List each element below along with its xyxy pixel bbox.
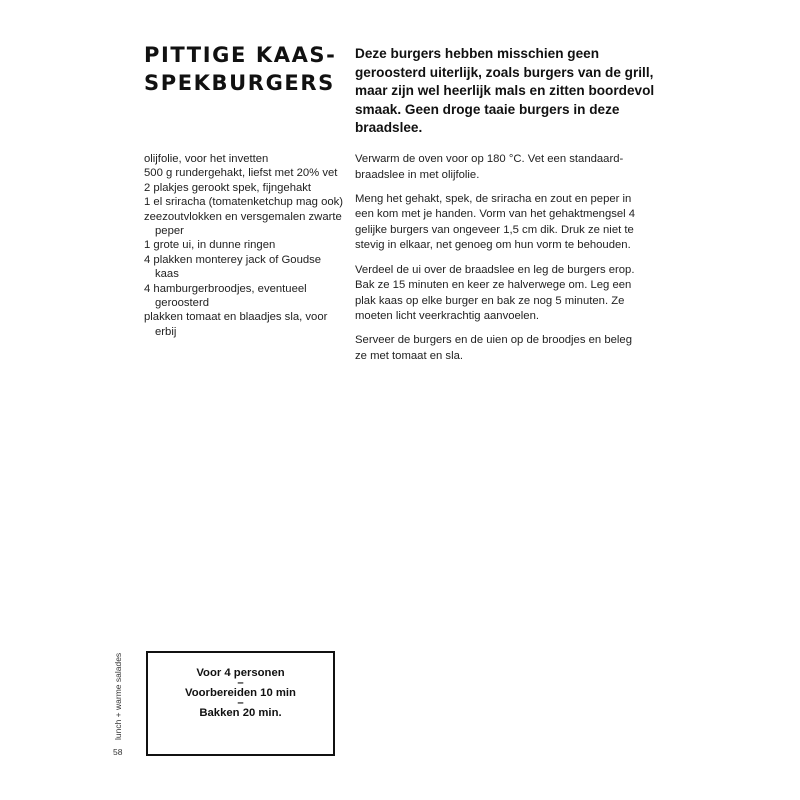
title-line-2: SPEKBURGERS: [144, 71, 335, 95]
ingredient-item: 4 plakken monterey jack of Goudse kaas: [144, 253, 322, 281]
ingredient-item: olijfolie, voor het invetten: [144, 153, 269, 165]
method-step: Verdeel de ui over de braadslee en leg de burgers erop. Bak ze 15 minuten en keer ze halverwege om. Leg een plak kaas op elke burger en bak ze nog 5 minuten. Ze moeten licht veerkrachtig aanvoelen.: [355, 263, 635, 323]
section-label: lunch + warme salades: [113, 652, 123, 740]
separator-dash: –: [237, 677, 244, 689]
servings-text: Voor 4 personen: [196, 667, 285, 679]
ingredient-item: 1 grote ui, in dunne ringen: [144, 239, 276, 252]
method-step: Serveer de burgers en de uien op de broodjes en beleg ze met tomaat en sla.: [355, 334, 632, 363]
recipe-intro: Deze burgers hebben misschien geen geroosterd uiterlijk, zoals burgers van de grill, maar zijn wel heerlijk mals en zitten boordevol smaak. Geen droge taaie burgers in deze braadslee.: [355, 46, 655, 135]
method-steps: [355, 152, 640, 373]
method-step: Verwarm de oven voor op 180 °C. Vet een standaard-braadslee in met olijfolie.: [355, 153, 624, 181]
ingredient-item: plakken tomaat en blaadjes sla, voor erbij: [144, 311, 328, 338]
ingredient-list: [144, 152, 344, 339]
ingredient-item: zeezoutvlokken en versgemalen zwarte peper: [144, 210, 342, 238]
recipe-info-box: [146, 651, 335, 756]
page-number: 58: [113, 747, 123, 757]
ingredient-item: 2 plakjes gerookt spek, fijngehakt: [144, 181, 312, 194]
ingredient-item: 4 hamburgerbroodjes, eventueel geroosterd: [144, 282, 307, 310]
ingredient-item: 1 el sriracha (tomatenketchup mag ook): [144, 196, 344, 209]
method-step: Meng het gehakt, spek, de sriracha en zout en peper in een kom met je handen. Vorm van het gehaktmengsel 4 gelijke burgers van ongeveer 1,5 cm dik. Druk ze niet te stevig in elkaar, net genoeg om hun vorm te behouden.: [355, 192, 636, 252]
bake-time-text: Bakken 20 min.: [199, 707, 282, 719]
separator-dash: –: [237, 697, 244, 709]
recipe-title: [144, 41, 344, 97]
prep-time-text: Voorbereiden 10 min: [185, 687, 296, 699]
ingredient-item: 500 g rundergehakt, liefst met 20% vet: [144, 167, 338, 180]
title-line-1: PITTIGE KAAS-: [144, 43, 337, 67]
